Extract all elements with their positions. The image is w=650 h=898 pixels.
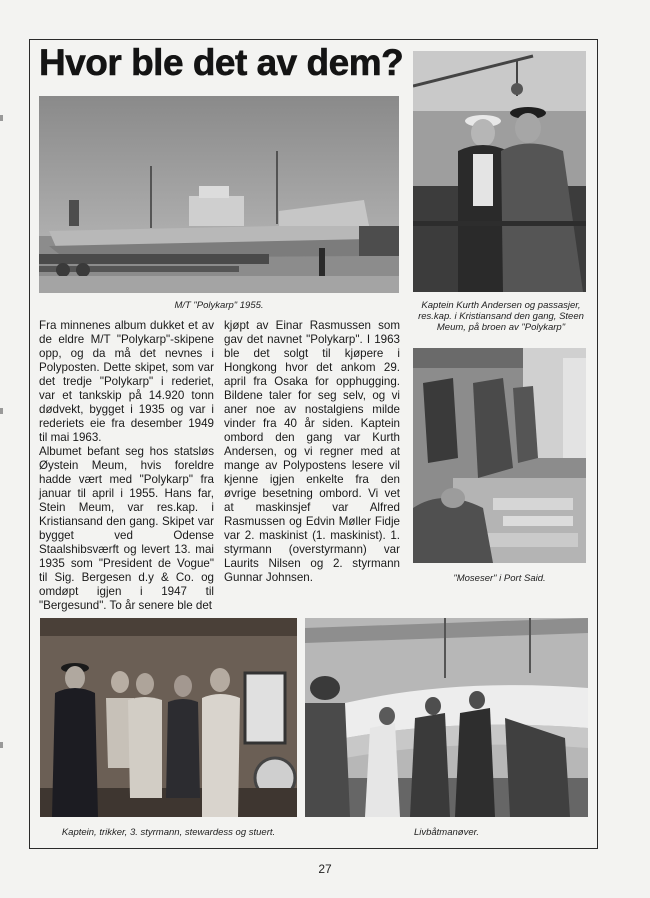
binding-mark <box>0 115 3 121</box>
binding-mark <box>0 408 3 414</box>
lifeboat-photo <box>305 618 588 817</box>
traders-on-deck-icon <box>413 348 586 563</box>
market-photo <box>413 348 586 563</box>
bridge-photo-caption: Kaptein Kurth Andersen og passasjer, res.kap. i Kristiansand den gang, Steen Meum, på broen av "Polykarp" <box>418 300 584 333</box>
crew-photo <box>40 618 297 817</box>
article-paragraph: Albumet befant seg hos statsløs Øystein Meum, hvis foreldre hadde vært med "Polykarp" fra januar til april i 1955. Hans far, Stein Meum, var res.kap. i Kristiansand den gang. Skipet var bygget ved Odense Staalshibsværft og levert 13. mai 1935 som "President de Vogue" til Sig. Bergesen d.y & Co. og omdøpt igjen i 1947 til "Bergesund". To år senere ble det <box>39 445 214 612</box>
lifeboat-drill-icon <box>305 618 588 817</box>
crew-photo-caption: Kaptein, trikker, 3. styrmann, stewardess og stuert. <box>61 827 276 838</box>
page-number: 27 <box>318 862 332 876</box>
article-column-2 <box>224 319 400 585</box>
article-paragraph: Fra minnenes album dukket et av de eldre M/T "Polykarp"-skipene opp, og da må det nevnes i Polyposten. Dette skipet, som var det tredje "Polykarp" i rederiet, var et tankskip på 14.920 tonn dødvekt, bygget i 1935 og var i rederiets eie fra desember 1949 til mai 1963. <box>39 319 214 444</box>
crew-group-icon <box>40 618 297 817</box>
binding-mark <box>0 742 3 748</box>
ship-photo-icon <box>39 96 399 293</box>
ship-photo-caption: M/T "Polykarp" 1955. <box>174 300 264 311</box>
lifeboat-photo-caption: Livbåtmanøver. <box>413 827 480 838</box>
market-photo-caption: "Moseser" i Port Said. <box>453 573 546 584</box>
article-column-1 <box>39 319 214 613</box>
two-men-on-bridge-icon <box>413 51 586 292</box>
page-title: Hvor ble det av dem? <box>39 42 404 83</box>
article-paragraph: kjøpt av Einar Rasmussen som gav det navnet "Polykarp". I 1963 ble det solgt til kjøpere i Hongkong hvor det ankom 29. april fra Osaka for opphugging. Bildene taler for seg selv, og vi aner noe av nostalgiens milde vinder fra 40 år siden. Kaptein ombord den gang var Kurth Andersen, og vi regner med at mange av Polypostens lesere vil kjenne igjen enkelte fra den øvrige besetning ombord. Vi vet at maskinsjef var Alfred Rasmussen og Edvin Møller Fidje var 2. maskinist (1. maskinist). 1. styrmann (overstyrmann) var Laurits Nilsen og 2. styrmann Gunnar Johnsen. <box>224 319 400 584</box>
ship-photo <box>39 96 399 293</box>
bridge-photo <box>413 51 586 292</box>
